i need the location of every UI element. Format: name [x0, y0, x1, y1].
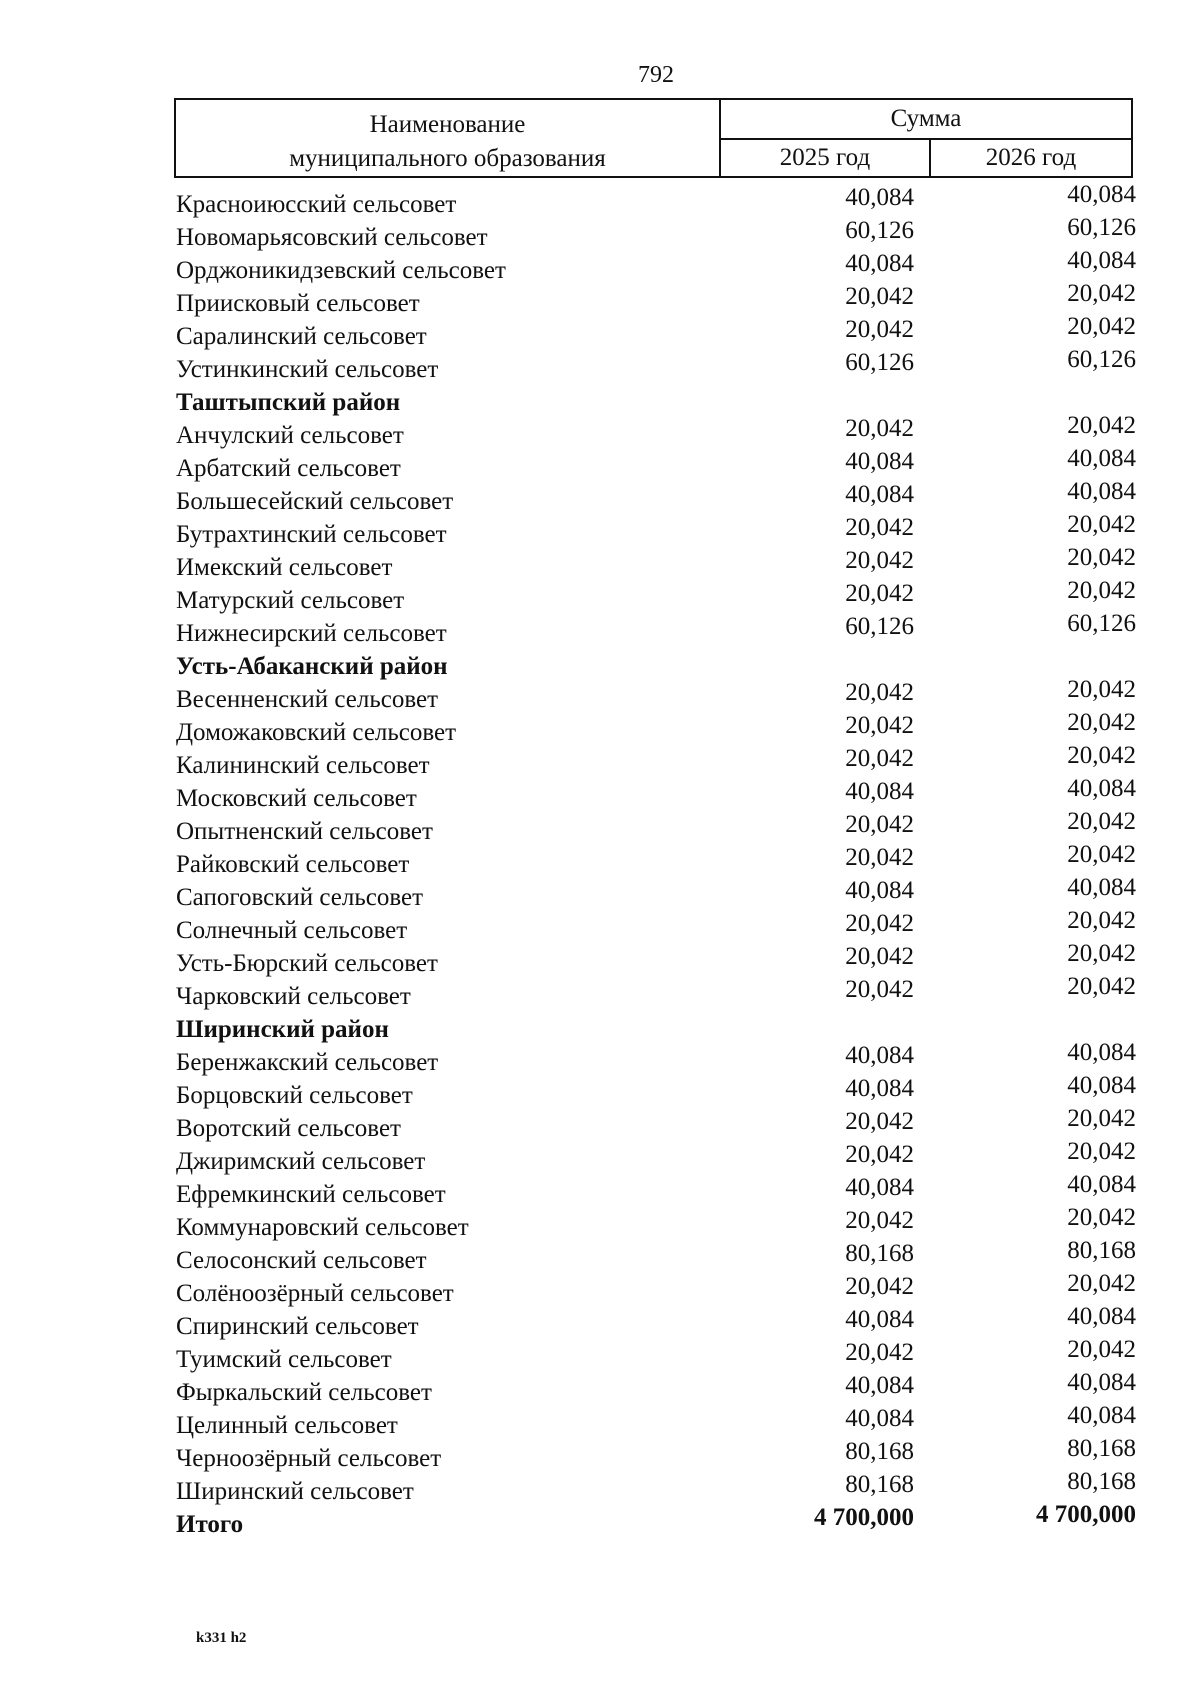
table-row: [174, 445, 1144, 482]
municipality-name: Красноиюсский сельсовет: [176, 191, 457, 218]
table-row: [174, 610, 1144, 647]
table-row: [174, 1303, 1144, 1340]
municipality-name: Беренжакский сельсовет: [176, 1049, 439, 1076]
municipality-name: Опытненский сельсовет: [176, 818, 433, 845]
value-2026: 80,168: [1067, 1468, 1136, 1495]
table-row: [174, 1138, 1144, 1175]
municipality-name: Приисковый сельсовет: [176, 290, 420, 317]
value-2025: 20,042: [845, 316, 914, 343]
value-2026: 60,126: [1067, 214, 1136, 241]
value-2026: 20,042: [1067, 742, 1136, 769]
table-row: [174, 1105, 1144, 1142]
municipality-name: Матурский сельсовет: [176, 587, 405, 614]
municipality-name: Калининский сельсовет: [176, 752, 430, 779]
value-2025: 20,042: [845, 745, 914, 772]
municipality-name: Воротский сельсовет: [176, 1115, 401, 1142]
municipality-name: Ефремкинский сельсовет: [176, 1181, 446, 1208]
municipality-name: Орджоникидзевский сельсовет: [176, 257, 506, 284]
value-2026: 20,042: [1067, 1270, 1136, 1297]
value-2025: 60,126: [845, 613, 914, 640]
header-sum-column: Сумма: [721, 100, 1131, 140]
table-row: [174, 1072, 1144, 1109]
value-2026: 40,084: [1067, 1039, 1136, 1066]
value-2025: 60,126: [845, 217, 914, 244]
value-2025: 20,042: [845, 712, 914, 739]
value-2025: 80,168: [845, 1240, 914, 1267]
value-2025: 40,084: [845, 448, 914, 475]
header-year-2025: 2025 год: [721, 140, 931, 176]
value-2026: 40,084: [1067, 445, 1136, 472]
value-2026: 40,084: [1067, 874, 1136, 901]
municipality-name: Сапоговский сельсовет: [176, 884, 424, 911]
value-2025: 40,084: [845, 250, 914, 277]
value-2025: 20,042: [845, 580, 914, 607]
value-2026: 80,168: [1067, 1435, 1136, 1462]
district-name: Усть-Абаканский район: [176, 653, 448, 680]
value-2026: 20,042: [1067, 940, 1136, 967]
value-2026: 20,042: [1067, 313, 1136, 340]
value-2026: 40,084: [1067, 1402, 1136, 1429]
table-row: [174, 247, 1144, 284]
value-2025: 40,084: [845, 1372, 914, 1399]
value-2026: 40,084: [1067, 1171, 1136, 1198]
value-2026: 40,084: [1067, 181, 1136, 208]
value-2025: 40,084: [845, 1174, 914, 1201]
value-2025: 4 700,000: [814, 1504, 914, 1531]
district-name: Таштыпский район: [176, 389, 401, 416]
district-row: [174, 382, 1144, 415]
table-row: [174, 544, 1144, 581]
table-row: [174, 1369, 1144, 1406]
value-2025: 20,042: [845, 943, 914, 970]
value-2026: 20,042: [1067, 511, 1136, 538]
value-2025: 20,042: [845, 514, 914, 541]
value-2025: 20,042: [845, 811, 914, 838]
value-2025: 20,042: [845, 283, 914, 310]
value-2025: 20,042: [845, 415, 914, 442]
value-2025: 20,042: [845, 844, 914, 871]
value-2026: 40,084: [1067, 1072, 1136, 1099]
value-2026: 60,126: [1067, 610, 1136, 637]
table-row: [174, 511, 1144, 548]
footer-code: k331 h2: [196, 1630, 247, 1646]
municipality-name: Джиримский сельсовет: [176, 1148, 426, 1175]
table-row: [174, 1402, 1144, 1439]
value-2026: 40,084: [1067, 1369, 1136, 1396]
value-2026: 20,042: [1067, 676, 1136, 703]
table-row: [174, 1171, 1144, 1208]
municipality-name: Солёноозёрный сельсовет: [176, 1280, 454, 1307]
municipality-name: Московский сельсовет: [176, 785, 417, 812]
value-2025: 40,084: [845, 1405, 914, 1432]
value-2025: 40,084: [845, 184, 914, 211]
table-row: [174, 1336, 1144, 1373]
district-row: [174, 1009, 1144, 1042]
table-row: [174, 478, 1144, 515]
municipality-name: Анчулский сельсовет: [176, 422, 404, 449]
value-2026: 20,042: [1067, 1105, 1136, 1132]
district-row: [174, 646, 1144, 679]
value-2025: 40,084: [845, 877, 914, 904]
value-2025: 40,084: [845, 1042, 914, 1069]
table-row: [174, 742, 1144, 779]
value-2025: 40,084: [845, 778, 914, 805]
value-2026: 40,084: [1067, 247, 1136, 274]
municipality-name: Нижнесирский сельсовет: [176, 620, 447, 647]
value-2026: 4 700,000: [1036, 1501, 1136, 1528]
municipality-name: Борцовский сельсовет: [176, 1082, 413, 1109]
value-2026: 20,042: [1067, 1336, 1136, 1363]
municipality-name: Спиринский сельсовет: [176, 1313, 419, 1340]
table-row: [174, 1468, 1144, 1505]
value-2026: 80,168: [1067, 1237, 1136, 1264]
municipality-name: Новомарьясовский сельсовет: [176, 224, 488, 251]
municipality-name: Бутрахтинский сельсовет: [176, 521, 447, 548]
value-2026: 20,042: [1067, 709, 1136, 736]
table-row: [174, 940, 1144, 977]
value-2025: 20,042: [845, 547, 914, 574]
table-row: [174, 1435, 1144, 1472]
value-2025: 40,084: [845, 481, 914, 508]
table-body: [174, 181, 1144, 1538]
municipality-name: Солнечный сельсовет: [176, 917, 408, 944]
municipality-name: Коммунаровский сельсовет: [176, 1214, 469, 1241]
value-2026: 20,042: [1067, 544, 1136, 571]
table-row: [174, 1204, 1144, 1241]
value-2025: 40,084: [845, 1306, 914, 1333]
value-2026: 20,042: [1067, 808, 1136, 835]
municipality-name: Фыркальский сельсовет: [176, 1379, 432, 1406]
municipality-name: Большесейский сельсовет: [176, 488, 454, 515]
value-2026: 40,084: [1067, 1303, 1136, 1330]
municipality-name: Чарковский сельсовет: [176, 983, 411, 1010]
value-2026: 20,042: [1067, 907, 1136, 934]
table-row: [174, 214, 1144, 251]
value-2026: 20,042: [1067, 1138, 1136, 1165]
municipality-name: Ширинский сельсовет: [176, 1478, 414, 1505]
table-row: [174, 412, 1144, 449]
municipality-name: Доможаковский сельсовет: [176, 719, 457, 746]
table-row: [174, 874, 1144, 911]
municipality-name: Весенненский сельсовет: [176, 686, 439, 713]
value-2025: 20,042: [845, 679, 914, 706]
district-name: Ширинский район: [176, 1016, 389, 1043]
table-row: [174, 1237, 1144, 1274]
value-2026: 20,042: [1067, 577, 1136, 604]
total-row: [174, 1501, 1144, 1538]
value-2026: 20,042: [1067, 1204, 1136, 1231]
value-2025: 40,084: [845, 1075, 914, 1102]
table-row: [174, 280, 1144, 317]
municipality-name: Арбатский сельсовет: [176, 455, 401, 482]
total-label: Итого: [176, 1511, 244, 1538]
value-2025: 20,042: [845, 1141, 914, 1168]
table-row: [174, 907, 1144, 944]
table-row: [174, 1270, 1144, 1307]
table-row: [174, 973, 1144, 1010]
municipality-name: Райковский сельсовет: [176, 851, 410, 878]
header-name-line1: Наименование: [369, 111, 526, 138]
value-2026: 40,084: [1067, 478, 1136, 505]
table-header: [174, 98, 1133, 178]
municipality-name: Селосонский сельсовет: [176, 1247, 427, 1274]
value-2025: 80,168: [845, 1438, 914, 1465]
value-2025: 20,042: [845, 1108, 914, 1135]
value-2026: 20,042: [1067, 973, 1136, 1000]
value-2026: 20,042: [1067, 280, 1136, 307]
table-row: [174, 1039, 1144, 1076]
value-2026: 20,042: [1067, 412, 1136, 439]
table-row: [174, 808, 1144, 845]
value-2025: 20,042: [845, 976, 914, 1003]
table-row: [174, 577, 1144, 614]
table-row: [174, 709, 1144, 746]
table-row: [174, 775, 1144, 812]
municipality-name: Усть-Бюрский сельсовет: [176, 950, 438, 977]
header-year-2026: 2026 год: [985, 144, 1077, 171]
table-row: [174, 841, 1144, 878]
table-row: [174, 313, 1144, 350]
municipality-name: Имекский сельсовет: [176, 554, 393, 581]
value-2025: 20,042: [845, 1339, 914, 1366]
value-2025: 20,042: [845, 1207, 914, 1234]
header-name-column: [176, 100, 721, 176]
value-2025: 20,042: [845, 1273, 914, 1300]
municipality-name: Туимский сельсовет: [176, 1346, 392, 1373]
table-row: [174, 181, 1144, 218]
municipality-name: Саралинский сельсовет: [176, 323, 427, 350]
table-row: [174, 676, 1144, 713]
municipality-name: Устинкинский сельсовет: [176, 356, 439, 383]
header-name-line2: муниципального образования: [289, 145, 606, 172]
municipality-name: Целинный сельсовет: [176, 1412, 398, 1439]
value-2026: 20,042: [1067, 841, 1136, 868]
table-row: [174, 346, 1144, 383]
municipality-name: Черноозёрный сельсовет: [176, 1445, 442, 1472]
value-2025: 60,126: [845, 349, 914, 376]
value-2026: 40,084: [1067, 775, 1136, 802]
value-2025: 20,042: [845, 910, 914, 937]
value-2025: 80,168: [845, 1471, 914, 1498]
value-2026: 60,126: [1067, 346, 1136, 373]
page-number: 792: [638, 62, 674, 88]
